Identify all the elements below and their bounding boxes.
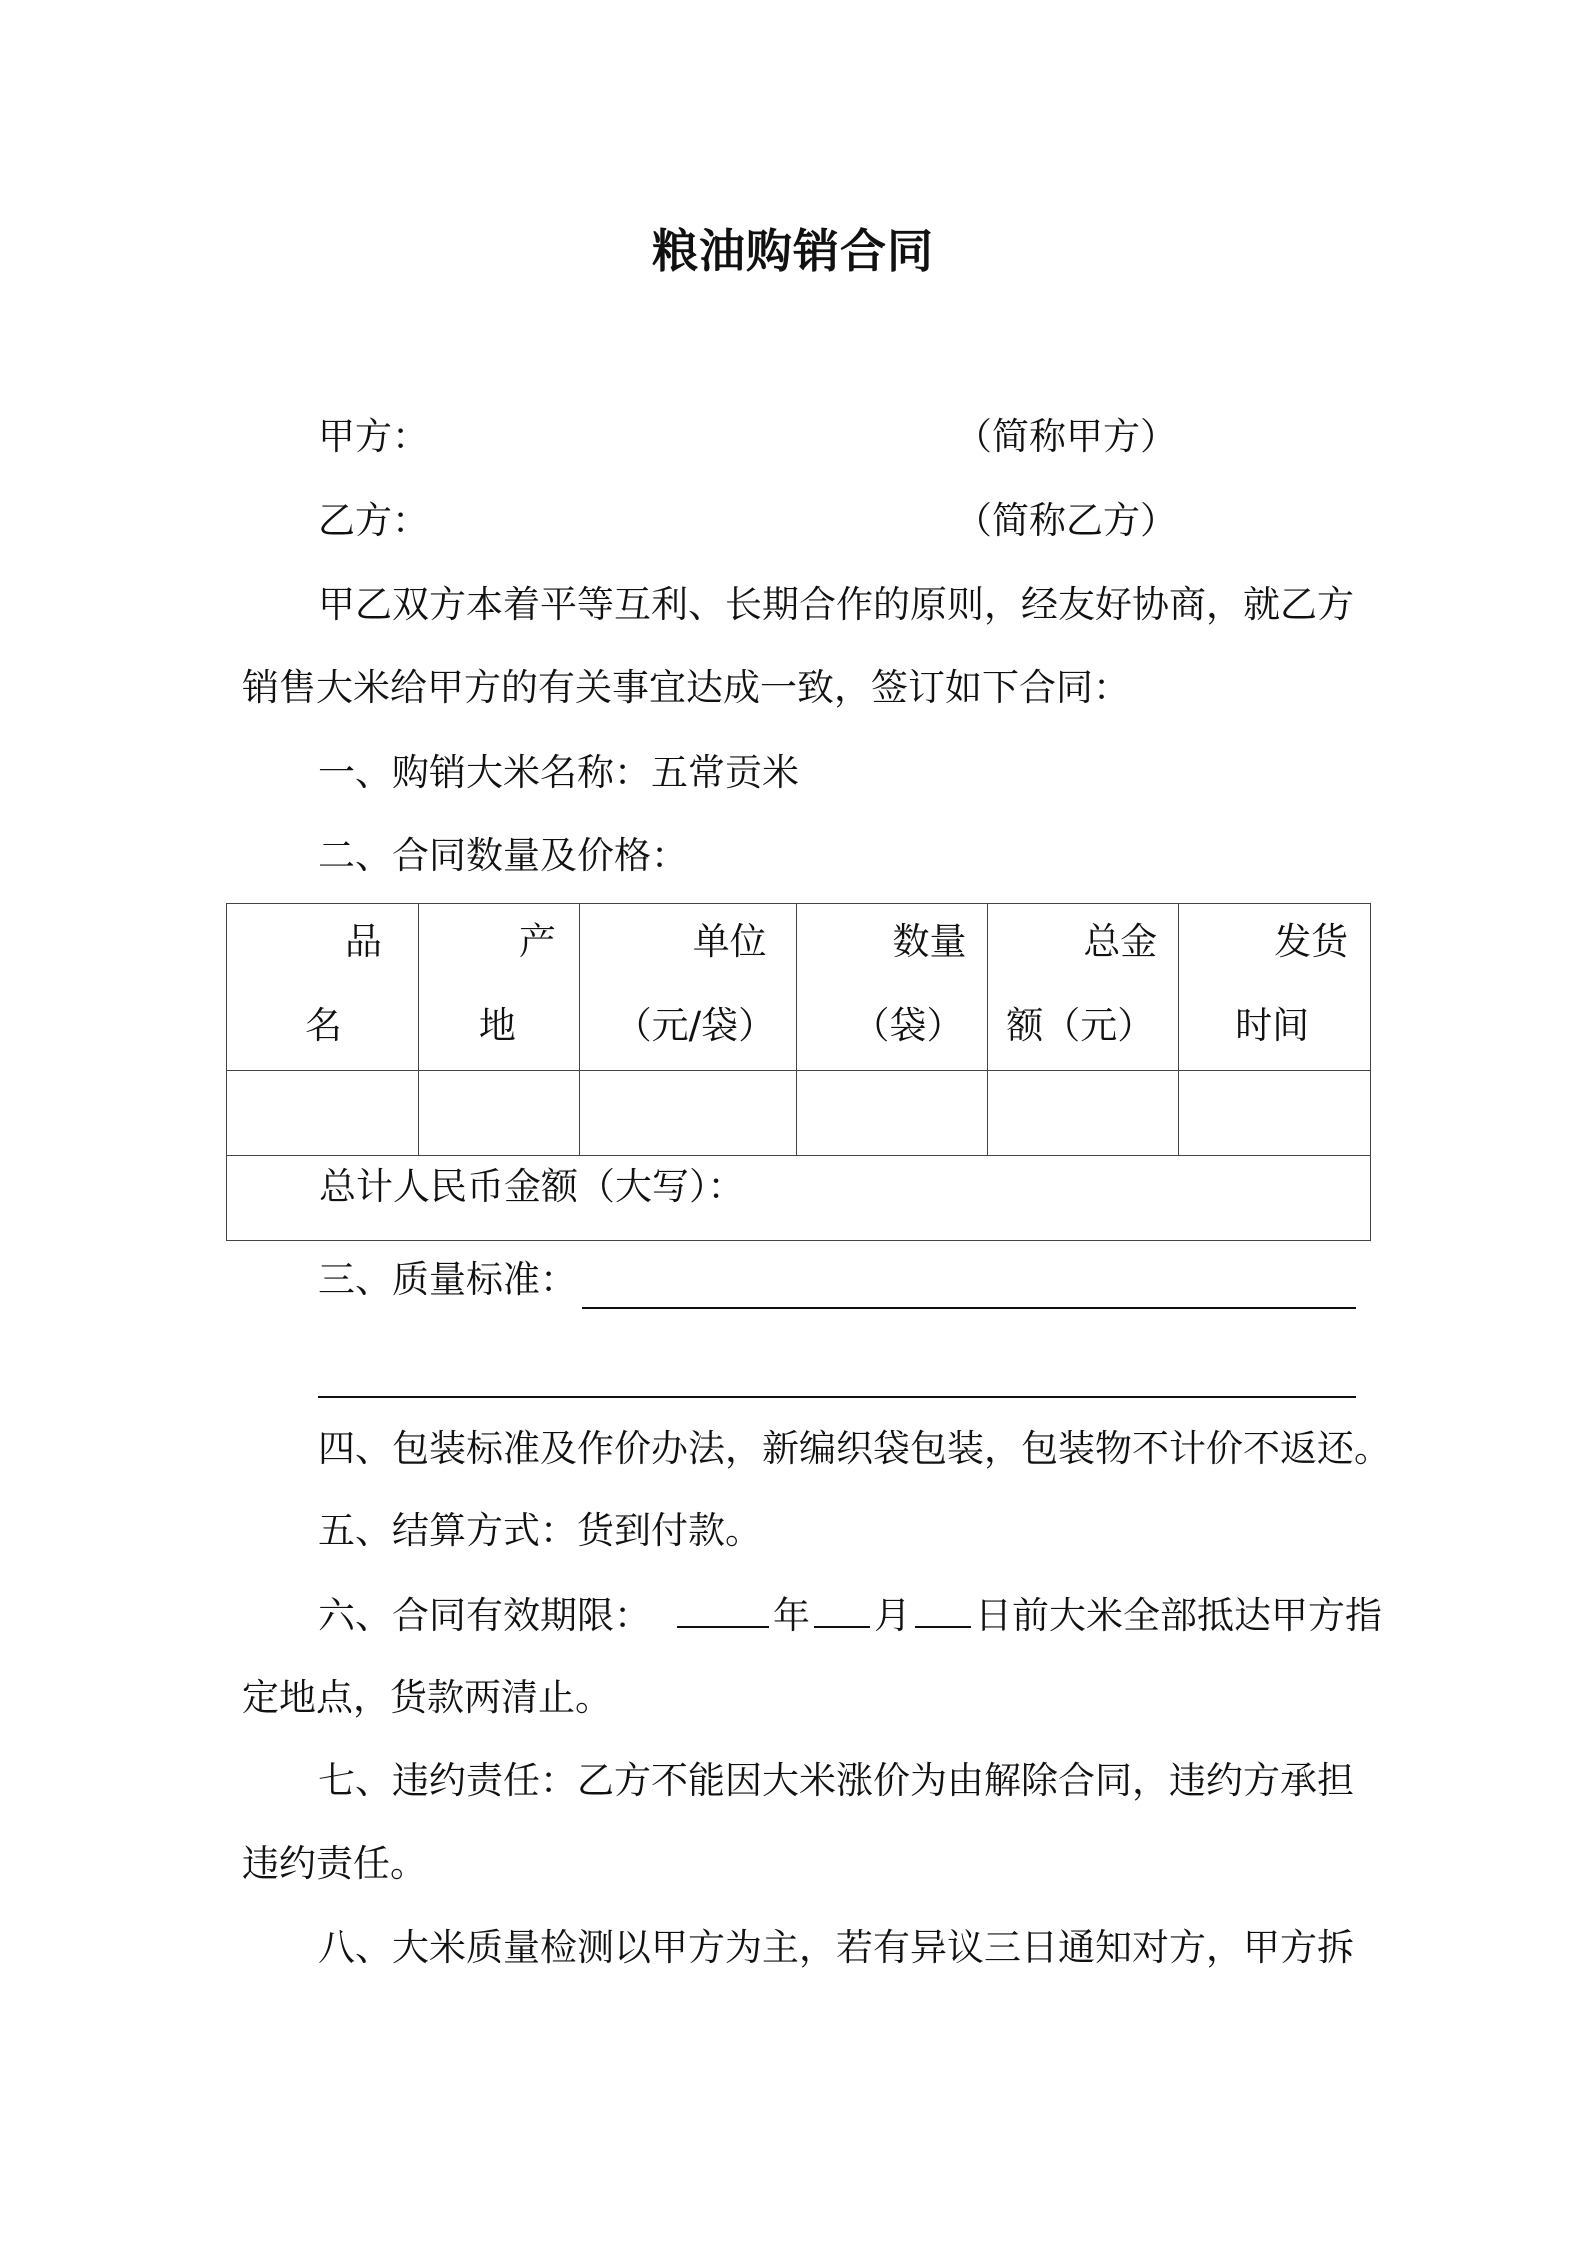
party-a-row	[318, 412, 429, 462]
clause-3: 三、质量标准：	[318, 1258, 577, 1301]
clause-7-line-1: 七、违约责任：乙方不能因大米涨价为由解除合同，违约方承担	[318, 1759, 1354, 1802]
header-product-line1: 品	[345, 920, 382, 963]
header-ship-line2: 时间	[1235, 1004, 1310, 1047]
header-cell-quantity	[797, 904, 988, 1071]
clause-6-line-2: 定地点，货款两清止。	[242, 1676, 612, 1719]
party-b-note: （简称乙方）	[955, 499, 1177, 542]
total-amount-label: 总计人民币金额（大写）：	[319, 1165, 745, 1208]
clause-6-prefix: 六、合同有效期限：	[318, 1594, 651, 1637]
clause-6-suffix: 日前大米全部抵达甲方指	[975, 1594, 1382, 1637]
header-total-line1: 总金	[1083, 920, 1158, 963]
header-origin-line1: 产	[518, 920, 556, 963]
header-cell-product	[227, 904, 419, 1071]
header-quantity-line2: （袋）	[852, 1004, 964, 1047]
header-ship-line1: 发货	[1274, 920, 1349, 963]
month-label: 月	[874, 1594, 911, 1637]
day-blank	[915, 1590, 971, 1628]
party-b-label: 乙方：	[318, 499, 429, 542]
header-unit-line1: 单位	[692, 920, 767, 963]
header-cell-total	[988, 904, 1179, 1071]
table-cell	[579, 1071, 797, 1156]
header-quantity-line1: 数量	[892, 920, 967, 963]
table-header-row	[227, 904, 1371, 1071]
quality-standard-blank-2	[318, 1396, 1356, 1398]
clause-5: 五、结算方式：货到付款。	[318, 1509, 762, 1552]
total-cell	[227, 1156, 1371, 1241]
party-a-note: （简称甲方）	[955, 415, 1177, 458]
clause-1: 一、购销大米名称：五常贡米	[318, 751, 799, 794]
page-title: 粮油购销合同	[652, 224, 934, 278]
table-cell	[1179, 1071, 1371, 1156]
table-cell	[227, 1071, 419, 1156]
header-cell-origin	[418, 904, 579, 1071]
table-cell	[988, 1071, 1179, 1156]
table-cell	[797, 1071, 988, 1156]
header-cell-ship-time	[1179, 904, 1371, 1071]
quantity-price-table	[226, 903, 1371, 1241]
clause-6-line-1	[318, 1590, 1382, 1641]
intro-line-2: 销售大米给甲方的有关事宜达成一致，签订如下合同：	[242, 666, 1130, 709]
table-row	[227, 1071, 1371, 1156]
table-total-row	[227, 1156, 1371, 1241]
table-cell	[418, 1071, 579, 1156]
clause-4: 四、包装标准及作价办法，新编织袋包装，包装物不计价不返还。	[318, 1427, 1391, 1470]
intro-line-1: 甲乙双方本着平等互利、长期合作的原则，经友好协商，就乙方	[318, 583, 1354, 626]
year-label: 年	[773, 1594, 810, 1637]
header-product-line2: 名	[305, 1004, 342, 1047]
quality-standard-blank-1	[582, 1307, 1356, 1309]
party-b-row	[318, 496, 429, 546]
clause-7-line-2: 违约责任。	[242, 1842, 427, 1885]
header-total-line2: 额（元）	[1006, 1004, 1155, 1047]
header-cell-unit	[579, 904, 797, 1071]
clause-2: 二、合同数量及价格：	[318, 834, 688, 877]
party-a-label: 甲方：	[318, 415, 429, 458]
year-blank	[677, 1590, 769, 1628]
header-origin-line2: 地	[478, 1004, 516, 1047]
header-unit-line2: （元/袋）	[614, 1004, 776, 1047]
clause-8: 八、大米质量检测以甲方为主，若有异议三日通知对方，甲方拆	[318, 1926, 1354, 1969]
month-blank	[814, 1590, 870, 1628]
